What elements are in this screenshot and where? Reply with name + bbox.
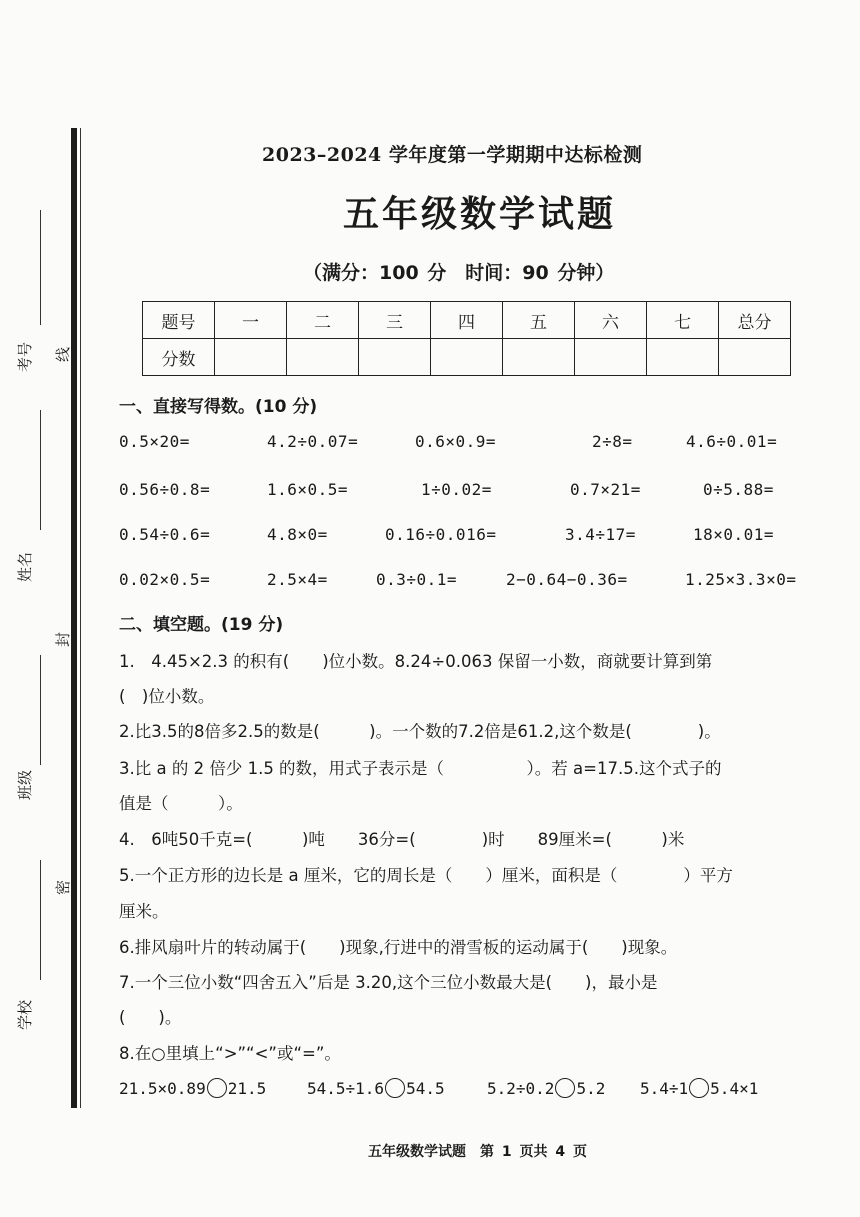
question-line: 值是（ ）。	[119, 794, 243, 813]
answer-circle-icon[interactable]	[207, 1078, 227, 1098]
seal-text-xian: 线	[54, 346, 72, 362]
exam-subtitle: 2023–2024 学年度第一学期期中达标检测	[262, 144, 643, 166]
answer-circle-icon[interactable]	[385, 1078, 405, 1098]
question-line: 2.比3.5的8倍多2.5的数是( )。一个数的7.2倍是61.2,这个数是( )。	[119, 722, 721, 741]
page-footer: 五年级数学试题 第 1 页共 4 页	[368, 1144, 587, 1160]
calc-item: 0.5×20=	[119, 432, 190, 451]
binding-thin-rule	[80, 128, 81, 1108]
question-line: 厘米。	[119, 902, 169, 921]
compare-left: 5.4÷1	[640, 1079, 689, 1098]
calc-item: 0.7×21=	[570, 480, 641, 499]
score-cell: 三	[359, 302, 431, 339]
answer-circle-icon[interactable]	[555, 1078, 575, 1098]
calc-item: 0.16÷0.016=	[385, 525, 497, 544]
compare-right: 5.4×1	[710, 1079, 759, 1098]
score-cell: 二	[287, 302, 359, 339]
score-input-cell[interactable]	[215, 339, 287, 376]
calc-item: 3.4÷17=	[565, 525, 636, 544]
question-line: 1. 4.45×2.3 的积有( )位小数。8.24÷0.063 保留一小数，商就要计算到第	[119, 652, 713, 671]
exam-number-line	[40, 210, 41, 325]
calc-item: 1.6×0.5=	[267, 480, 349, 499]
calc-item: 2−0.64−0.36=	[506, 570, 628, 589]
exam-number-label: 考号	[16, 341, 34, 372]
calc-item: 4.8×0=	[267, 525, 328, 544]
question-line: 7.一个三位小数“四舍五入”后是 3.20,这个三位小数最大是( )，最小是	[119, 973, 658, 992]
school-label: 学校	[16, 999, 34, 1030]
question-line: 8.在○里填上“>”“<”或“=”。	[119, 1044, 341, 1063]
name-line	[40, 410, 41, 530]
score-cell: 总分	[719, 302, 791, 339]
compare-left: 54.5÷1.6	[307, 1079, 385, 1098]
question-line: 3.比 a 的 2 倍少 1.5 的数，用式子表示是（ ）。若 a=17.5.这个式子的	[119, 759, 722, 778]
compare-right: 21.5	[227, 1079, 267, 1098]
compare-right: 54.5	[406, 1079, 445, 1098]
calc-item: 4.2÷0.07=	[267, 432, 359, 451]
exam-title: 五年级数学试题	[343, 194, 617, 235]
score-input-cell[interactable]	[431, 339, 503, 376]
score-cell: 五	[503, 302, 575, 339]
answer-circle-icon[interactable]	[689, 1078, 709, 1098]
score-input-cell[interactable]	[719, 339, 791, 376]
exam-info: （满分：100 分 时间：90 分钟）	[303, 262, 615, 284]
calc-item: 1÷0.02=	[421, 480, 492, 499]
score-cell: 题号	[143, 302, 215, 339]
score-input-cell[interactable]	[503, 339, 575, 376]
class-label: 班级	[16, 769, 34, 800]
section-2-title: 二、填空题。(19 分)	[119, 615, 284, 635]
calc-item: 0.56÷0.8=	[119, 480, 211, 499]
compare-item	[119, 1078, 266, 1098]
calc-item: 0÷5.88=	[703, 480, 774, 499]
name-label: 姓名	[16, 551, 34, 582]
compare-right: 5.2	[576, 1079, 606, 1098]
binding-thick-rule	[71, 128, 77, 1108]
calc-item: 4.6÷0.01=	[686, 432, 778, 451]
school-line	[40, 860, 41, 980]
calc-item: 0.02×0.5=	[119, 570, 211, 589]
seal-text-mi: 密	[54, 879, 72, 895]
calc-item: 2÷8=	[592, 432, 633, 451]
seal-text-feng: 封	[54, 631, 72, 647]
class-line	[40, 655, 41, 765]
compare-item	[640, 1078, 758, 1098]
calc-item: 1.25×3.3×0=	[685, 570, 797, 589]
score-table-score-row	[143, 339, 791, 376]
score-cell: 分数	[143, 339, 215, 376]
score-cell: 六	[575, 302, 647, 339]
score-cell: 一	[215, 302, 287, 339]
question-line: 5.一个正方形的边长是 a 厘米，它的周长是（ ）厘米，面积是（ ）平方	[119, 866, 733, 885]
score-cell: 四	[431, 302, 503, 339]
question-line: ( )。	[119, 1008, 182, 1027]
compare-left: 5.2÷0.2	[487, 1079, 555, 1098]
score-input-cell[interactable]	[287, 339, 359, 376]
calc-item: 0.54÷0.6=	[119, 525, 211, 544]
score-table	[142, 301, 791, 376]
section-1-title: 一、直接写得数。(10 分)	[119, 397, 318, 417]
score-input-cell[interactable]	[359, 339, 431, 376]
compare-item	[487, 1078, 605, 1098]
score-table-header-row	[143, 302, 791, 339]
calc-item: 2.5×4=	[267, 570, 328, 589]
calc-item: 0.6×0.9=	[415, 432, 497, 451]
compare-item	[307, 1078, 445, 1098]
compare-left: 21.5×0.89	[119, 1079, 206, 1098]
calc-item: 0.3÷0.1=	[376, 570, 458, 589]
question-line: 4. 6吨50千克=( )吨 36分=( )时 89厘米=( )米	[119, 830, 685, 849]
score-input-cell[interactable]	[575, 339, 647, 376]
score-input-cell[interactable]	[647, 339, 719, 376]
calc-item: 18×0.01=	[693, 525, 775, 544]
score-cell: 七	[647, 302, 719, 339]
question-line: ( )位小数。	[119, 687, 215, 706]
question-line: 6.排风扇叶片的转动属于( )现象,行进中的滑雪板的运动属于( )现象。	[119, 938, 678, 957]
